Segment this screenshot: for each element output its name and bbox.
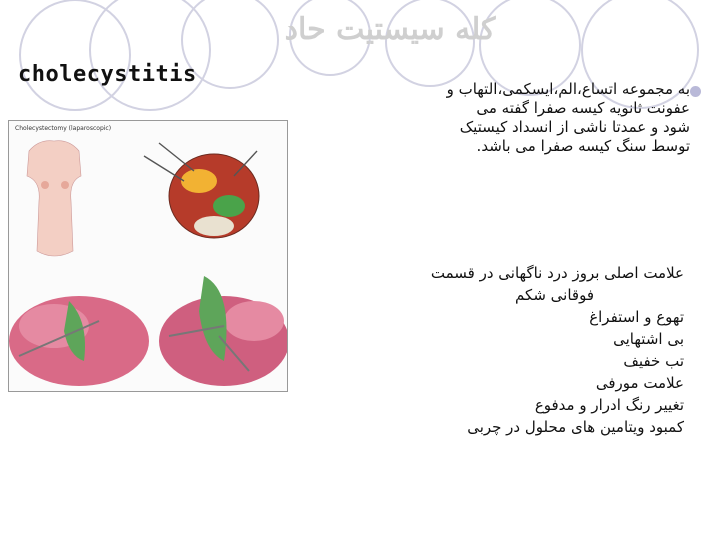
paragraph-line: عفونت ثانویه کیسه صفرا گفته می (476, 99, 690, 117)
definition-paragraph (300, 80, 690, 156)
paragraph-line: توسط سنگ کیسه صفرا می باشد. (476, 137, 690, 155)
symptom-item: تغییر رنگ ادرار و مدفوع (534, 396, 684, 414)
english-title: cholecystitis (18, 62, 197, 87)
figure-caption: Cholecystectomy (laparoscopic) (15, 125, 112, 132)
symptom-item: تهوع و استفراغ (589, 308, 684, 326)
symptom-item: بی اشتهایی (613, 330, 684, 348)
slide-title: کله سیستیت حاد (284, 12, 496, 47)
paragraph-line: شود و عمدتا ناشی از انسداد کیستیک (459, 118, 690, 136)
symptom-item: علامت اصلی بروز درد ناگهانی در قسمت (430, 264, 684, 282)
symptom-item: علامت مورفی (595, 374, 684, 392)
symptom-list (300, 262, 684, 438)
symptom-item: کمبود ویتامین های محلول در چربی (467, 418, 684, 436)
symptom-item: فوقانی شکم (515, 286, 594, 304)
symptom-item: تب خفیف (623, 352, 684, 370)
bullet-icon (690, 86, 701, 97)
paragraph-line: به مجموعه اتساع،الم،ایسکمی،التهاب و (446, 80, 690, 98)
medical-illustration (8, 120, 288, 392)
